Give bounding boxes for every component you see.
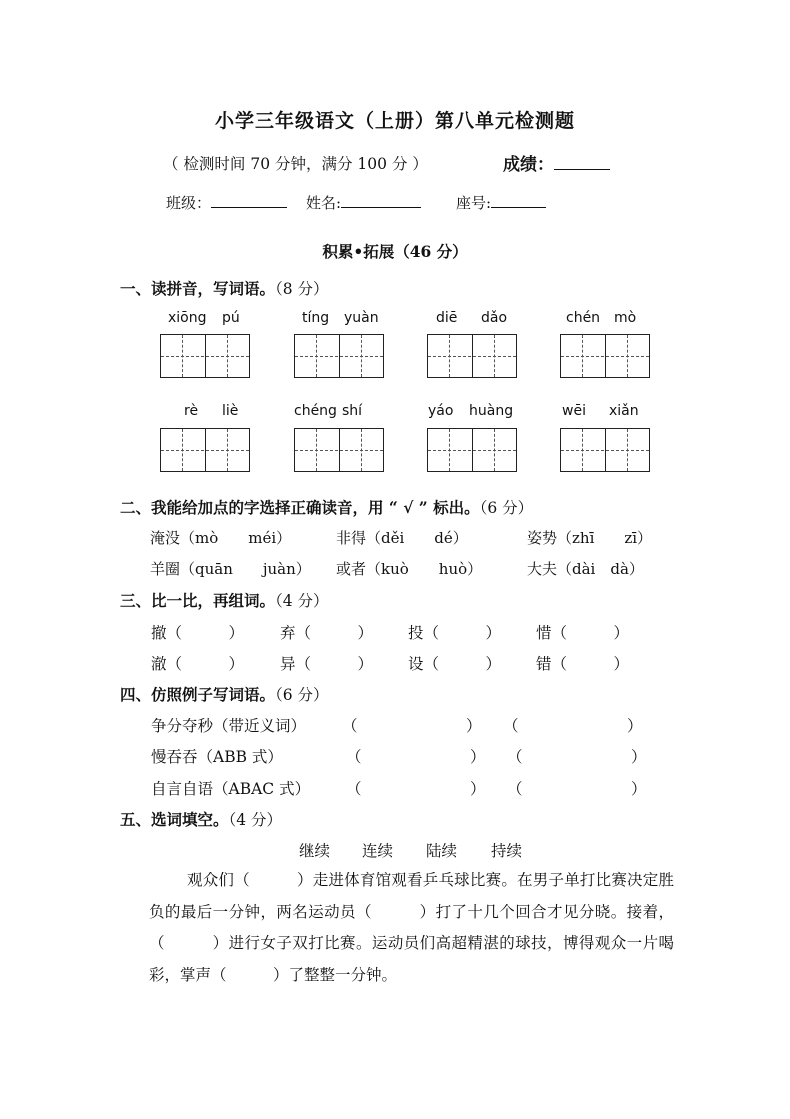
answer-blank[interactable]: （ ） [342, 717, 482, 735]
q3-heading [120, 589, 329, 611]
word-option: 连续 [362, 842, 394, 860]
part-heading: 积累•拓展（46 分） [322, 242, 468, 261]
reading-choice[interactable]: 大夫（dài dà） [527, 560, 644, 578]
word-compare-item[interactable]: 澈（ ） [151, 655, 245, 673]
pinyin-r1-1a: xiōng [168, 310, 207, 326]
word-compare-item[interactable]: 惜（ ） [536, 624, 630, 642]
q5-heading [120, 808, 282, 830]
writing-grid[interactable] [160, 428, 250, 472]
pinyin-r1-1b: pú [222, 310, 240, 326]
q1-title: 一、读拼音，写词语。 [120, 279, 276, 298]
writing-grid[interactable] [160, 334, 250, 378]
name-label: 姓名: [306, 194, 342, 212]
word-compare-item[interactable]: 弃（ ） [280, 624, 374, 642]
q4-points: （6 分） [275, 686, 329, 704]
example-word: 争分夺秒（带近义词） [151, 717, 307, 735]
word-compare-item[interactable]: 撤（ ） [151, 624, 245, 642]
q3-points: （4 分） [275, 592, 329, 610]
q1-heading [120, 277, 329, 299]
pinyin-r2-2a: chéng [294, 403, 337, 419]
pinyin-r2-4b: xiǎn [609, 403, 639, 419]
word-compare-item[interactable]: 设（ ） [408, 655, 502, 673]
score-field [503, 150, 610, 175]
class-field [166, 192, 287, 213]
pinyin-r1-3b: dǎo [481, 310, 508, 326]
reading-choice[interactable]: 非得（děi dé） [336, 529, 468, 547]
word-option: 持续 [491, 842, 523, 860]
q4-title: 四、仿照例子写词语。 [120, 685, 276, 704]
pinyin-r1-4a: chén [566, 310, 601, 326]
reading-choice[interactable]: 淹没（mò méi） [150, 529, 292, 547]
word-option: 陆续 [426, 842, 458, 860]
fill-in-passage: 观众们（ ）走进体育馆观看乒乓球比赛。在男子单打比赛决定胜负的最后一分钟，两名运动员（ ）打了十几个回合才见分晓。接着，（ ）进行女子双打比赛。运动员们高超精湛的球技，博得观众一片喝彩，掌声（ ）了整整一分钟。 [149, 871, 674, 984]
class-blank[interactable] [211, 193, 287, 208]
pinyin-r1-2a: tíng [302, 310, 330, 326]
writing-grid[interactable] [427, 334, 517, 378]
pinyin-r2-3b: huàng [469, 403, 514, 419]
q2-points: （6 分） [479, 499, 534, 517]
q2-heading [120, 496, 533, 518]
exam-time-note: （ 检测时间 70 分钟，满分 100 分 ） [163, 155, 428, 173]
writing-grid[interactable] [427, 428, 517, 472]
answer-blank[interactable]: （ ） [346, 780, 486, 798]
q5-points: （4 分） [228, 811, 283, 829]
word-compare-item[interactable]: 异（ ） [280, 655, 374, 673]
name-field [306, 192, 421, 213]
pinyin-r2-2b: shí [342, 403, 363, 419]
score-label: 成绩： [503, 155, 554, 175]
reading-choice[interactable]: 羊圈（quān juàn） [150, 560, 311, 578]
example-word: 自言自语（ABAC 式） [151, 780, 311, 798]
q1-points: （8 分） [275, 280, 329, 298]
answer-blank[interactable]: （ ） [507, 748, 647, 766]
word-compare-item[interactable]: 错（ ） [536, 655, 630, 673]
pinyin-r2-1a: rè [184, 403, 199, 419]
reading-choice[interactable]: 姿势（zhī zī） [527, 529, 653, 547]
seat-field [456, 192, 546, 213]
word-compare-item[interactable]: 投（ ） [408, 624, 502, 642]
class-label: 班级： [166, 194, 212, 212]
seat-label: 座号: [456, 194, 492, 212]
pinyin-r2-3a: yáo [428, 403, 454, 419]
pinyin-r2-4a: wēi [562, 403, 586, 419]
writing-grid[interactable] [560, 334, 650, 378]
page-title: 小学三年级语文（上册）第八单元检测题 [214, 110, 575, 132]
pinyin-r2-1b: liè [222, 403, 239, 419]
word-option: 继续 [299, 842, 331, 860]
writing-grid[interactable] [294, 428, 384, 472]
score-blank[interactable] [554, 155, 610, 170]
pinyin-r1-3a: diē [436, 310, 458, 326]
reading-choice[interactable]: 或者（kuò huò） [336, 560, 483, 578]
answer-blank[interactable]: （ ） [507, 780, 647, 798]
q5-title: 五、选词填空。 [120, 810, 229, 829]
q3-title: 三、比一比，再组词。 [120, 591, 276, 610]
pinyin-r1-4b: mò [614, 310, 637, 326]
example-word: 慢吞吞（ABB 式） [151, 748, 283, 766]
answer-blank[interactable]: （ ） [503, 717, 643, 735]
answer-blank[interactable]: （ ） [346, 748, 486, 766]
q2-title: 二、我能给加点的字选择正确读音，用 “ √ ” 标出。 [120, 498, 480, 517]
writing-grid[interactable] [560, 428, 650, 472]
q4-heading [120, 683, 329, 705]
name-blank[interactable] [341, 193, 421, 208]
writing-grid[interactable] [294, 334, 384, 378]
seat-blank[interactable] [491, 193, 546, 208]
pinyin-r1-2b: yuàn [344, 310, 379, 326]
